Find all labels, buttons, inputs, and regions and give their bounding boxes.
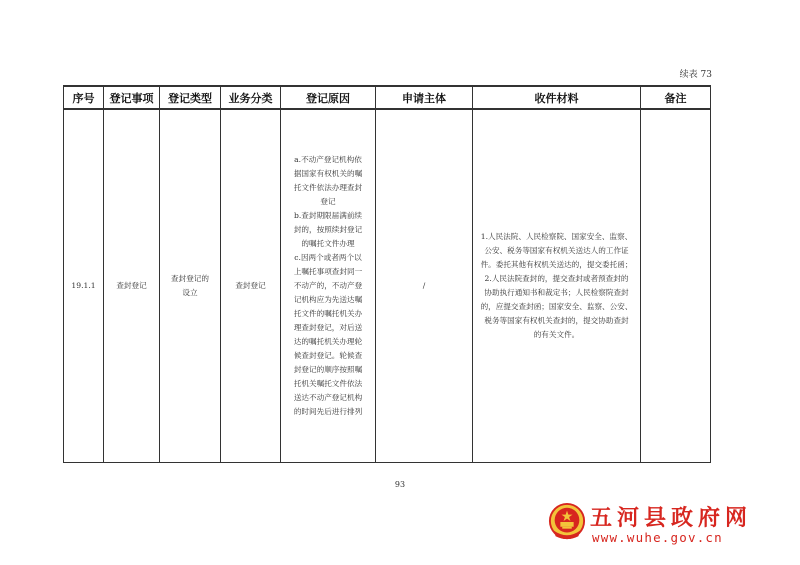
reason-line: 记机构应为先送达嘱 xyxy=(293,295,363,304)
reason-line: 送达不动产登记机构 xyxy=(293,393,363,402)
table-row xyxy=(64,109,711,463)
header-materials: 收件材料 xyxy=(473,86,641,109)
material-line: 税务等国家有权机关查封的，提交协助查封 xyxy=(484,316,629,325)
continued-label: 续表 73 xyxy=(679,70,712,80)
material-line: 的，应提交查封函；国家安全、监察、公安、 xyxy=(480,302,633,311)
cell-item: 查封登记 xyxy=(104,109,160,463)
cell-materials xyxy=(473,109,641,463)
material-line: 协助执行通知书和裁定书；人民检察院查封 xyxy=(484,288,629,297)
header-remark: 备注 xyxy=(641,86,711,109)
reason-line: 托文件的嘱托机关办 xyxy=(293,309,363,318)
reason-lines xyxy=(281,153,375,419)
header-item: 登记事项 xyxy=(104,86,160,109)
reason-line: 据国家有权机关的嘱 xyxy=(293,169,363,178)
page-number: 93 xyxy=(394,480,406,489)
reason-line: 理查封登记，对后送 xyxy=(293,323,363,332)
reason-line: c.因两个或者两个以 xyxy=(294,253,362,262)
material-line: 的有关文件。 xyxy=(533,330,580,339)
logo-url[interactable]: www.wuhe.gov.cn xyxy=(592,530,723,545)
cell-remark xyxy=(641,109,711,463)
registration-table xyxy=(63,85,711,463)
reason-line: 托文件依法办理查封 xyxy=(293,183,363,192)
header-reason: 登记原因 xyxy=(281,86,376,109)
reason-line: 登记 xyxy=(320,197,336,206)
material-line: 公安、税务等国家有权机关送达人的工作证 xyxy=(484,246,629,255)
national-emblem-icon xyxy=(548,502,586,542)
reason-line: 候查封登记。轮候查 xyxy=(293,351,363,360)
reason-line: 托机关嘱托文件依法 xyxy=(293,379,363,388)
reason-line: 的嘱托文件办理 xyxy=(301,239,355,248)
reason-line: a.不动产登记机构依 xyxy=(294,155,362,164)
reason-line: b.查封期限届满前续 xyxy=(293,211,363,220)
reason-line: 达的嘱托机关办理轮 xyxy=(293,337,363,346)
cell-seq: 19.1.1 xyxy=(64,109,104,463)
material-line: 1.人民法院、人民检察院、国家安全、监察、 xyxy=(480,232,633,241)
header-type: 登记类型 xyxy=(160,86,221,109)
reason-line: 不动产的，不动产登 xyxy=(293,281,363,290)
header-seq: 序号 xyxy=(64,86,104,109)
logo-title: 五河县政府网 xyxy=(590,506,753,531)
site-logo[interactable] xyxy=(548,500,788,550)
header-category: 业务分类 xyxy=(221,86,281,109)
reason-line: 上嘱托事项查封同一 xyxy=(293,267,363,276)
reason-line: 的时间先后进行排列 xyxy=(293,407,363,416)
cell-type-text: 查封登记的 设立 xyxy=(171,274,209,297)
material-line: 件。委托其他有权机关送达的，提交委托函； xyxy=(480,260,633,269)
cell-type xyxy=(160,109,221,463)
material-line: 2.人民法院查封的，提交查封或者预查封的 xyxy=(484,274,629,283)
reason-line: 封的，按照续封登记 xyxy=(293,225,363,234)
reason-line: 封登记的顺序按照嘱 xyxy=(293,365,363,374)
cell-category: 查封登记 xyxy=(221,109,281,463)
cell-reason xyxy=(281,109,376,463)
cell-applicant: / xyxy=(376,109,473,463)
header-applicant: 申请主体 xyxy=(376,86,473,109)
table-header-row xyxy=(64,86,711,109)
